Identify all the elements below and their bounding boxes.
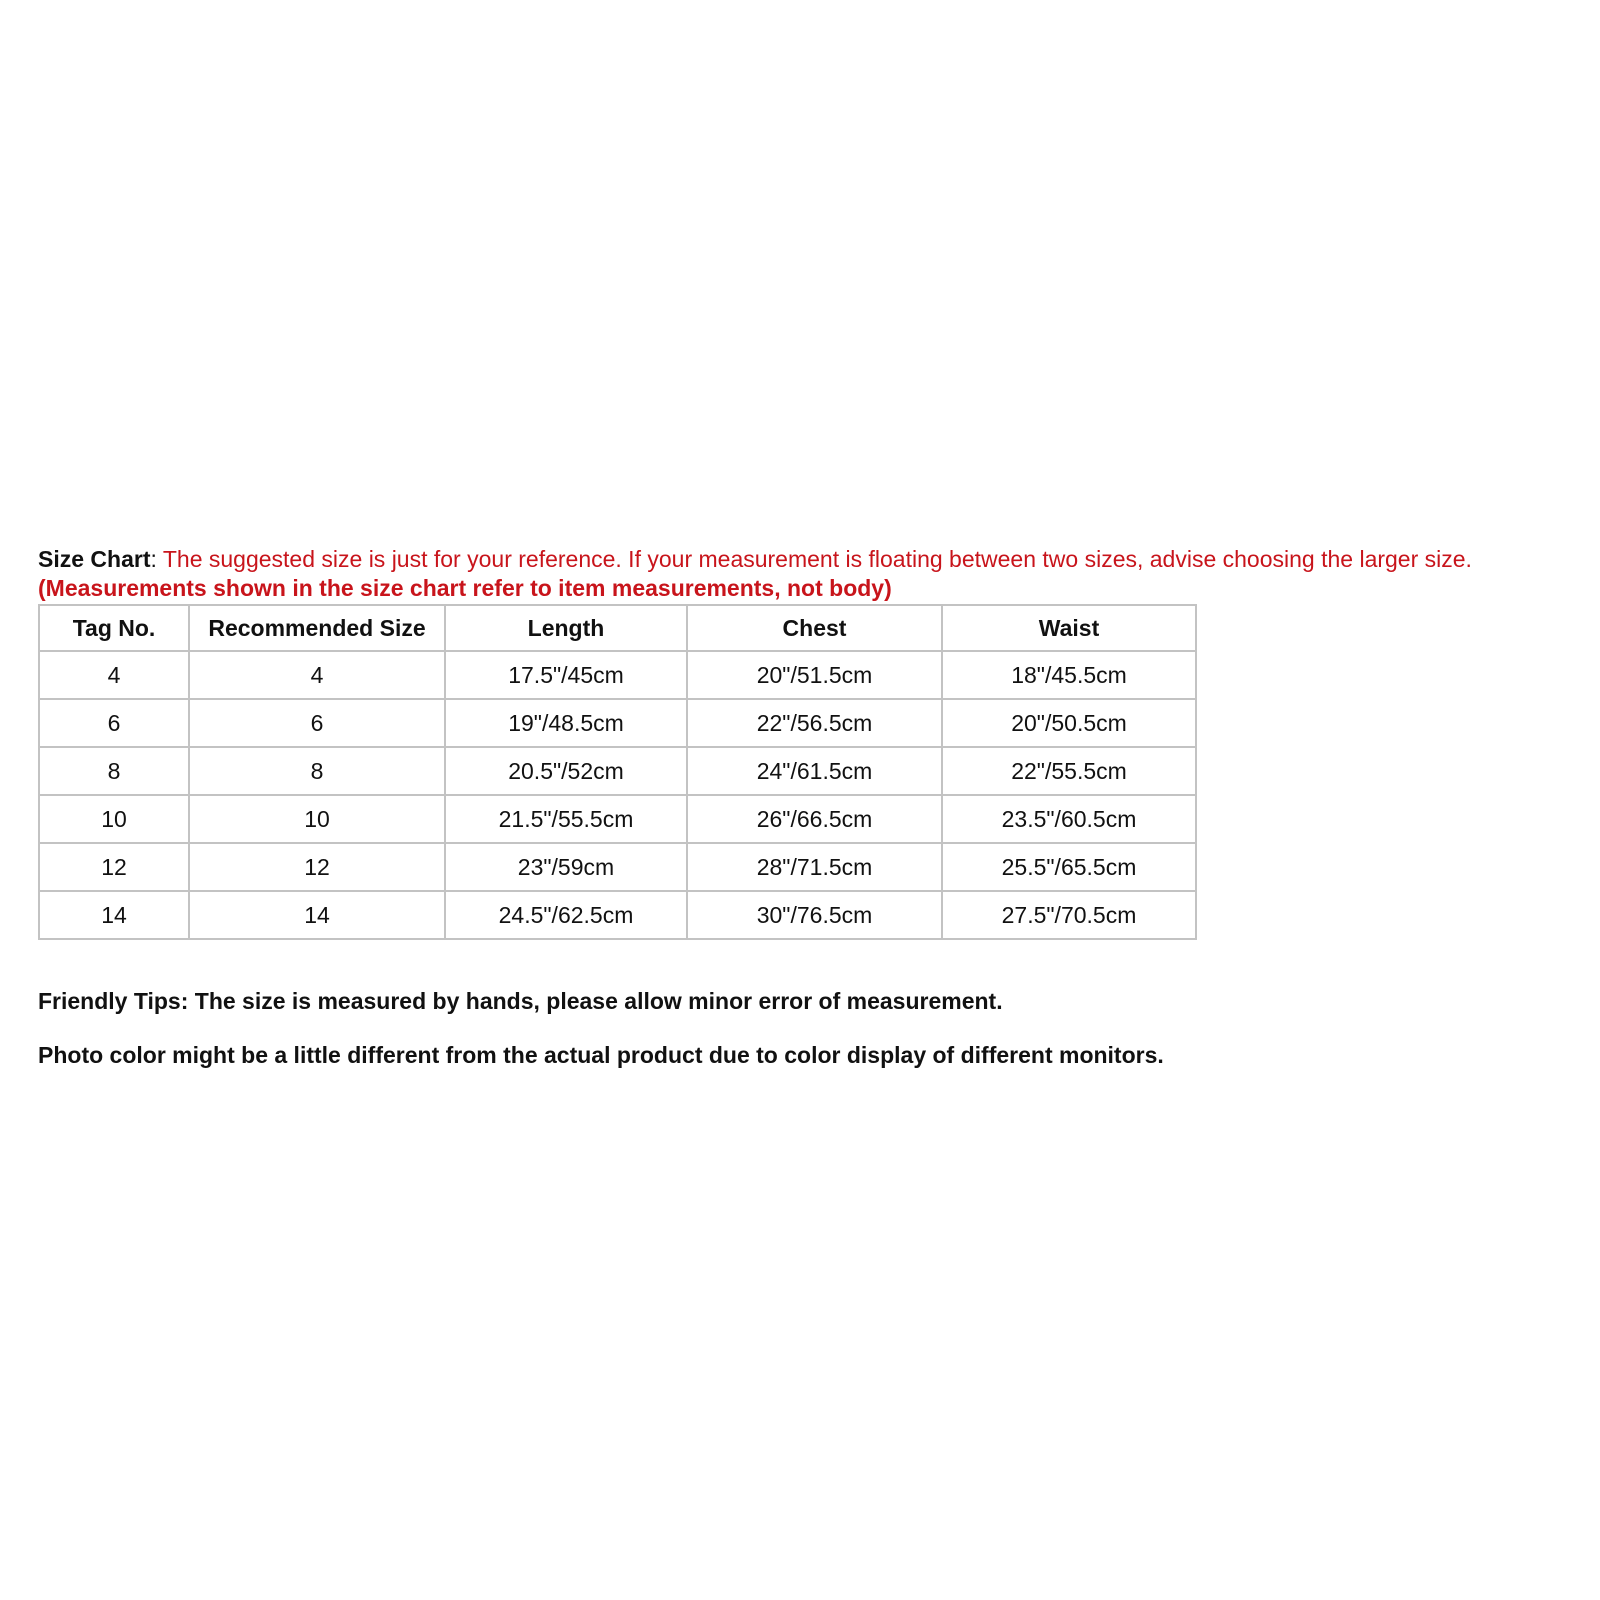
cell-tag-no: 10 bbox=[39, 795, 189, 843]
cell-length: 23"/59cm bbox=[445, 843, 687, 891]
friendly-tips: Friendly Tips: The size is measured by hands, please allow minor error of measurement. bbox=[38, 988, 1003, 1014]
size-chart-label: Size Chart bbox=[38, 546, 151, 572]
cell-waist: 23.5"/60.5cm bbox=[942, 795, 1196, 843]
cell-chest: 30"/76.5cm bbox=[687, 891, 942, 939]
cell-tag-no: 8 bbox=[39, 747, 189, 795]
cell-length: 19"/48.5cm bbox=[445, 699, 687, 747]
cell-chest: 22"/56.5cm bbox=[687, 699, 942, 747]
table-row bbox=[39, 843, 1196, 891]
header-tag-no: Tag No. bbox=[39, 605, 189, 651]
table-row bbox=[39, 747, 1196, 795]
table-row bbox=[39, 651, 1196, 699]
cell-chest: 28"/71.5cm bbox=[687, 843, 942, 891]
cell-waist: 27.5"/70.5cm bbox=[942, 891, 1196, 939]
size-chart-note: (Measurements shown in the size chart refer to item measurements, not body) bbox=[38, 575, 892, 601]
size-chart-advice: The suggested size is just for your reference. If your measurement is floating between two sizes, advise choosing the larger size. bbox=[156, 546, 1472, 572]
cell-recommended-size: 4 bbox=[189, 651, 445, 699]
cell-tag-no: 14 bbox=[39, 891, 189, 939]
size-chart-colon: : bbox=[150, 546, 157, 572]
cell-tag-no: 12 bbox=[39, 843, 189, 891]
cell-chest: 24"/61.5cm bbox=[687, 747, 942, 795]
cell-chest: 26"/66.5cm bbox=[687, 795, 942, 843]
cell-recommended-size: 10 bbox=[189, 795, 445, 843]
cell-tag-no: 4 bbox=[39, 651, 189, 699]
cell-waist: 18"/45.5cm bbox=[942, 651, 1196, 699]
table-row bbox=[39, 699, 1196, 747]
cell-length: 17.5"/45cm bbox=[445, 651, 687, 699]
header-chest: Chest bbox=[687, 605, 942, 651]
cell-tag-no: 6 bbox=[39, 699, 189, 747]
cell-waist: 25.5"/65.5cm bbox=[942, 843, 1196, 891]
cell-length: 21.5"/55.5cm bbox=[445, 795, 687, 843]
cell-recommended-size: 8 bbox=[189, 747, 445, 795]
cell-waist: 22"/55.5cm bbox=[942, 747, 1196, 795]
cell-chest: 20"/51.5cm bbox=[687, 651, 942, 699]
cell-length: 20.5"/52cm bbox=[445, 747, 687, 795]
header-waist: Waist bbox=[942, 605, 1196, 651]
size-chart-intro bbox=[38, 545, 1568, 603]
table-row bbox=[39, 891, 1196, 939]
cell-recommended-size: 6 bbox=[189, 699, 445, 747]
cell-length: 24.5"/62.5cm bbox=[445, 891, 687, 939]
table-row bbox=[39, 795, 1196, 843]
cell-recommended-size: 12 bbox=[189, 843, 445, 891]
header-recommended-size: Recommended Size bbox=[189, 605, 445, 651]
cell-waist: 20"/50.5cm bbox=[942, 699, 1196, 747]
header-length: Length bbox=[445, 605, 687, 651]
photo-color-note: Photo color might be a little different from the actual product due to color display of different monitors. bbox=[38, 1042, 1164, 1068]
size-table bbox=[38, 604, 1197, 940]
cell-recommended-size: 14 bbox=[189, 891, 445, 939]
table-header-row bbox=[39, 605, 1196, 651]
